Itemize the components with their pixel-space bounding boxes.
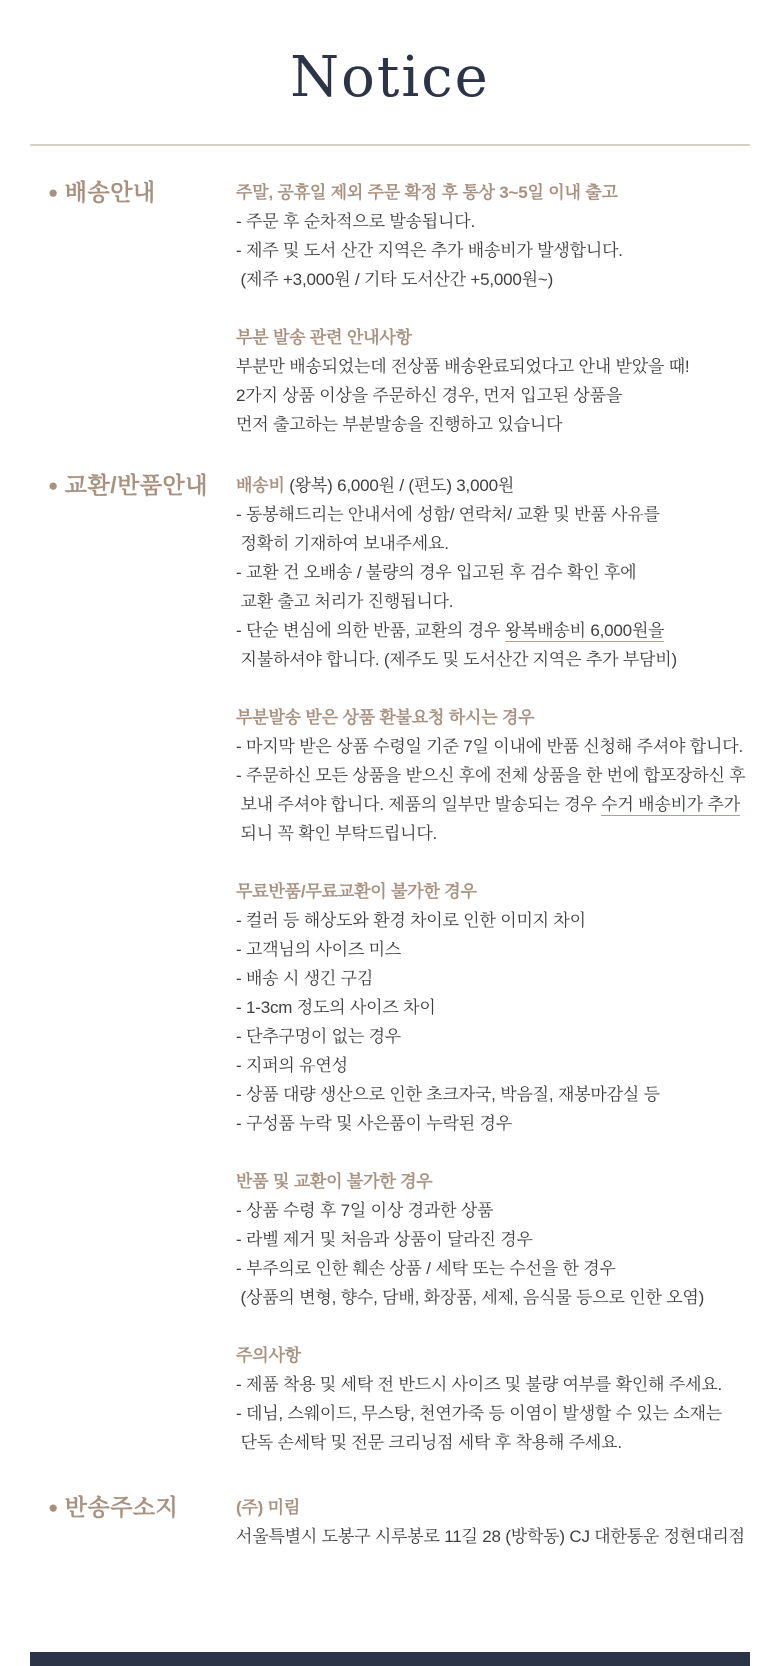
text-line: - 1-3cm 정도의 사이즈 차이 bbox=[236, 998, 436, 1018]
block-heading-line bbox=[236, 703, 750, 732]
block-heading: 주말, 공휴일 제외 주문 확정 후 통상 3~5일 이내 출고 bbox=[236, 183, 618, 203]
text-block bbox=[236, 178, 750, 294]
line-pre: - 단순 변심에 의한 반품, 교환의 경우 bbox=[236, 621, 505, 641]
section-label bbox=[30, 471, 236, 500]
text-line: - 상품 대량 생산으로 인한 초크자국, 박음질, 재봉마감실 등 bbox=[236, 1085, 660, 1105]
text-line: - 상품 수령 후 7일 이상 경과한 상품 bbox=[236, 1201, 494, 1221]
text-line: - 주문하신 모든 상품을 받으신 후에 전체 상품을 한 번에 합포장하신 후 bbox=[236, 766, 746, 786]
text-line: 지불하셔야 합니다. (제주도 및 도서산간 지역은 추가 부담비) bbox=[236, 650, 677, 670]
line-pre: 보내 주셔야 합니다. 제품의 일부만 발송되는 경우 bbox=[236, 795, 602, 815]
block-heading: 부분 발송 관련 안내사항 bbox=[236, 328, 412, 348]
section bbox=[0, 178, 780, 439]
bullet-icon: ● bbox=[48, 1498, 59, 1518]
text-block bbox=[236, 703, 750, 848]
text-line: - 제주 및 도서 산간 지역은 추가 배송비가 발생합니다. bbox=[236, 241, 623, 261]
text-line: (상품의 변형, 향수, 담배, 화장품, 세제, 음식물 등으로 인한 오염) bbox=[236, 1288, 705, 1308]
block-heading: (주) 미림 bbox=[236, 1498, 301, 1518]
section bbox=[0, 471, 780, 1457]
page-title: Notice bbox=[290, 45, 490, 110]
block-heading-line bbox=[236, 1493, 750, 1522]
text-line: 교환 출고 처리가 진행됩니다. bbox=[236, 592, 454, 612]
text-line: - 컬러 등 해상도와 환경 차이로 인한 이미지 차이 bbox=[236, 911, 586, 931]
text-line: - 배송 시 생긴 구김 bbox=[236, 969, 374, 989]
block-heading-line bbox=[236, 1341, 750, 1370]
block-heading-line bbox=[236, 1167, 750, 1196]
text-line: - 고객님의 사이즈 미스 bbox=[236, 940, 402, 960]
underlined-text: 수거 배송비가 추가 bbox=[601, 795, 740, 815]
text-line: - 라벨 제거 및 처음과 상품이 달라진 경우 bbox=[236, 1230, 533, 1250]
section-label bbox=[30, 178, 236, 207]
section-label bbox=[30, 1493, 236, 1522]
text-line bbox=[236, 790, 750, 819]
text-line: - 마지막 받은 상품 수령일 기준 7일 이내에 반품 신청해 주셔야 합니다. bbox=[236, 737, 743, 757]
section-content bbox=[236, 1493, 750, 1551]
block-heading: 주의사항 bbox=[236, 1346, 301, 1366]
section-label-text: 배송안내 bbox=[64, 179, 156, 206]
section-content bbox=[236, 178, 750, 439]
block-heading-line bbox=[236, 323, 750, 352]
bullet-icon: ● bbox=[48, 476, 59, 496]
text-line: 단독 손세탁 및 전문 크리닝점 세탁 후 착용해 주세요. bbox=[236, 1433, 622, 1453]
bullet-icon: ● bbox=[48, 183, 59, 203]
text-line: - 주문 후 순차적으로 발송됩니다. bbox=[236, 212, 475, 232]
text-line: 서울특별시 도봉구 시루봉로 11길 28 (방학동) CJ 대한통운 정현대리점 bbox=[236, 1527, 745, 1547]
text-line: 정확히 기재하여 보내주세요. bbox=[236, 534, 449, 554]
text-line: 2가지 상품 이상을 주문하신 경우, 먼저 입고된 상품을 bbox=[236, 386, 623, 406]
block-heading-line bbox=[236, 471, 750, 500]
text-line: - 제품 착용 및 세탁 전 반드시 사이즈 및 불량 여부를 확인해 주세요. bbox=[236, 1375, 723, 1395]
text-block bbox=[236, 1493, 750, 1551]
section-content bbox=[236, 471, 750, 1457]
sections-container bbox=[0, 178, 780, 1551]
text-block bbox=[236, 1167, 750, 1312]
text-line: - 동봉해드리는 안내서에 성함/ 연락처/ 교환 및 반품 사유를 bbox=[236, 505, 660, 525]
block-heading: 반품 및 교환이 불가한 경우 bbox=[236, 1172, 433, 1192]
title-divider bbox=[30, 144, 750, 146]
block-heading-line bbox=[236, 877, 750, 906]
section bbox=[0, 1493, 780, 1551]
text-block bbox=[236, 323, 750, 439]
block-heading-suffix: (왕복) 6,000원 / (편도) 3,000원 bbox=[284, 476, 515, 496]
text-line: (제주 +3,000원 / 기타 도서산간 +5,000원~) bbox=[236, 270, 554, 290]
text-line: - 지퍼의 유연성 bbox=[236, 1056, 348, 1076]
block-heading-line bbox=[236, 178, 750, 207]
text-line: - 단추구멍이 없는 경우 bbox=[236, 1027, 402, 1047]
text-block bbox=[236, 1341, 750, 1457]
section-label-text: 반송주소지 bbox=[64, 1494, 179, 1521]
footer-bar bbox=[30, 1652, 750, 1666]
text-line bbox=[236, 616, 750, 645]
text-line: - 교환 건 오배송 / 불량의 경우 입고된 후 검수 확인 후에 bbox=[236, 563, 637, 583]
text-block bbox=[236, 471, 750, 674]
section-label-text: 교환/반품안내 bbox=[64, 472, 208, 499]
text-line: - 구성품 누락 및 사은품이 누락된 경우 bbox=[236, 1114, 512, 1134]
text-block bbox=[236, 877, 750, 1138]
text-line: - 부주의로 인한 훼손 상품 / 세탁 또는 수선을 한 경우 bbox=[236, 1259, 616, 1279]
text-line: - 데님, 스웨이드, 무스탕, 천연가죽 등 이염이 발생할 수 있는 소재는 bbox=[236, 1404, 723, 1424]
text-line: 부분만 배송되었는데 전상품 배송완료되었다고 안내 받았을 때! bbox=[236, 357, 690, 377]
block-heading: 배송비 bbox=[236, 476, 285, 496]
underlined-text: 왕복배송비 6,000원을 bbox=[504, 621, 665, 641]
block-heading: 무료반품/무료교환이 불가한 경우 bbox=[236, 882, 477, 902]
text-line: 되니 꼭 확인 부탁드립니다. bbox=[236, 824, 438, 844]
block-heading: 부분발송 받은 상품 환불요청 하시는 경우 bbox=[236, 708, 535, 728]
text-line: 먼저 출고하는 부분발송을 진행하고 있습니다 bbox=[236, 415, 563, 435]
